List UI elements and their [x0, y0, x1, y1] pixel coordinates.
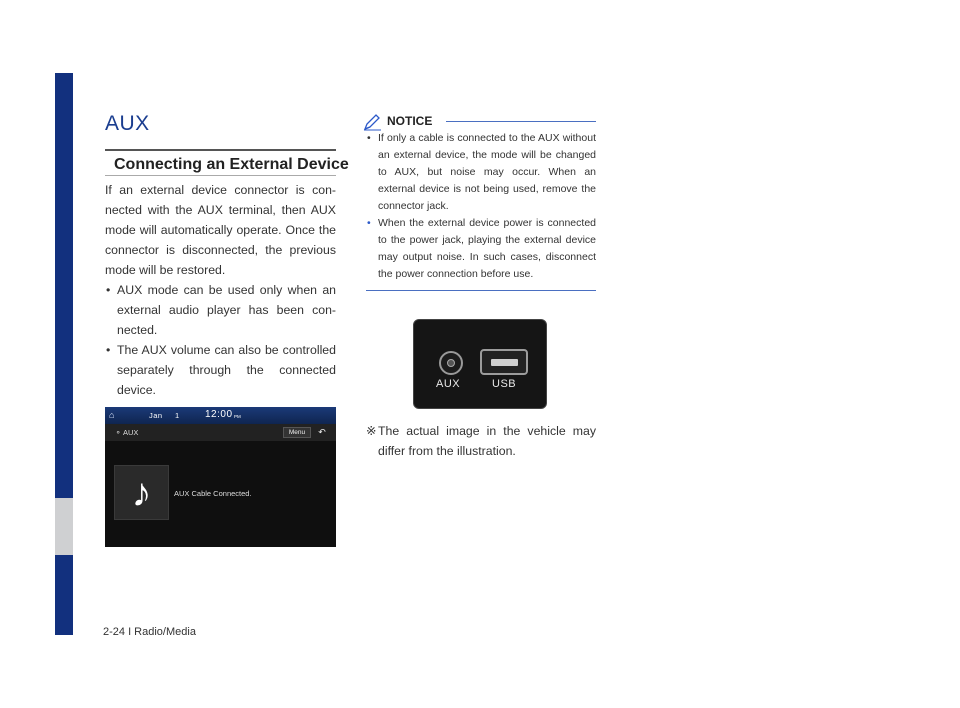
- bullet-list: [105, 280, 336, 400]
- notice-divider-bottom: [366, 290, 596, 291]
- section-title: AUX: [105, 112, 150, 135]
- pencil-icon: [363, 113, 383, 131]
- reference-mark: ※: [366, 424, 377, 438]
- cable-icon: ⚬: [115, 428, 122, 437]
- port-panel-illustration: [413, 319, 547, 409]
- intro-paragraph: If an external device connector is con-nected with the AUX terminal, then AUX mode will automatically operate. Once the connector is disconnected, the previous mode will be restored.: [105, 183, 336, 277]
- mode-label: ⚬ AUX: [115, 428, 139, 437]
- notice-item: • When the external device power is connected to the power jack, playing the external device may output noise. In such cases, disconnect the power connection before use.: [366, 215, 596, 283]
- subheading-divider: [105, 175, 336, 176]
- status-text: AUX Cable Connected.: [174, 489, 252, 498]
- image-caption: [366, 421, 596, 461]
- status-bar: [105, 407, 336, 424]
- aux-screen-illustration: [105, 407, 336, 547]
- date: Jan: [149, 411, 163, 420]
- notice-list: [366, 130, 596, 283]
- aux-label: AUX: [436, 378, 461, 390]
- caption-text: The actual image in the vehicle may differ from the illustration.: [378, 424, 596, 458]
- body-text: [105, 180, 336, 400]
- usb-label: USB: [492, 378, 517, 390]
- notice-title: NOTICE: [387, 114, 433, 128]
- bullet-item: • The AUX volume can also be controlled separately through the connected device.: [105, 340, 336, 400]
- menu-button[interactable]: Menu: [283, 427, 311, 438]
- music-note-icon: ♪: [114, 465, 169, 520]
- title-divider: [105, 149, 336, 151]
- ampm: PM: [234, 414, 241, 419]
- bullet-item: • AUX mode can be used only when an external audio player has been con-nected.: [105, 280, 336, 340]
- subheading: Connecting an External Device: [114, 156, 349, 173]
- side-bar-tab: [55, 498, 73, 555]
- mode-bar: [105, 424, 336, 441]
- aux-jack: [439, 351, 463, 375]
- usb-port: [480, 349, 528, 375]
- home-icon[interactable]: ⌂: [109, 410, 115, 420]
- back-arrow-icon[interactable]: ↶: [318, 427, 326, 437]
- day: 1: [175, 411, 180, 420]
- clock: 12:00: [205, 409, 233, 420]
- notice-divider-top: [446, 121, 596, 122]
- page-footer: 2-24 I Radio/Media: [103, 626, 196, 638]
- notice-item: • If only a cable is connected to the AUX without an external device, the mode will be changed to AUX, but noise may occur. When an external device is not being used, remove the connector jack.: [366, 130, 596, 215]
- side-bar: [55, 73, 73, 635]
